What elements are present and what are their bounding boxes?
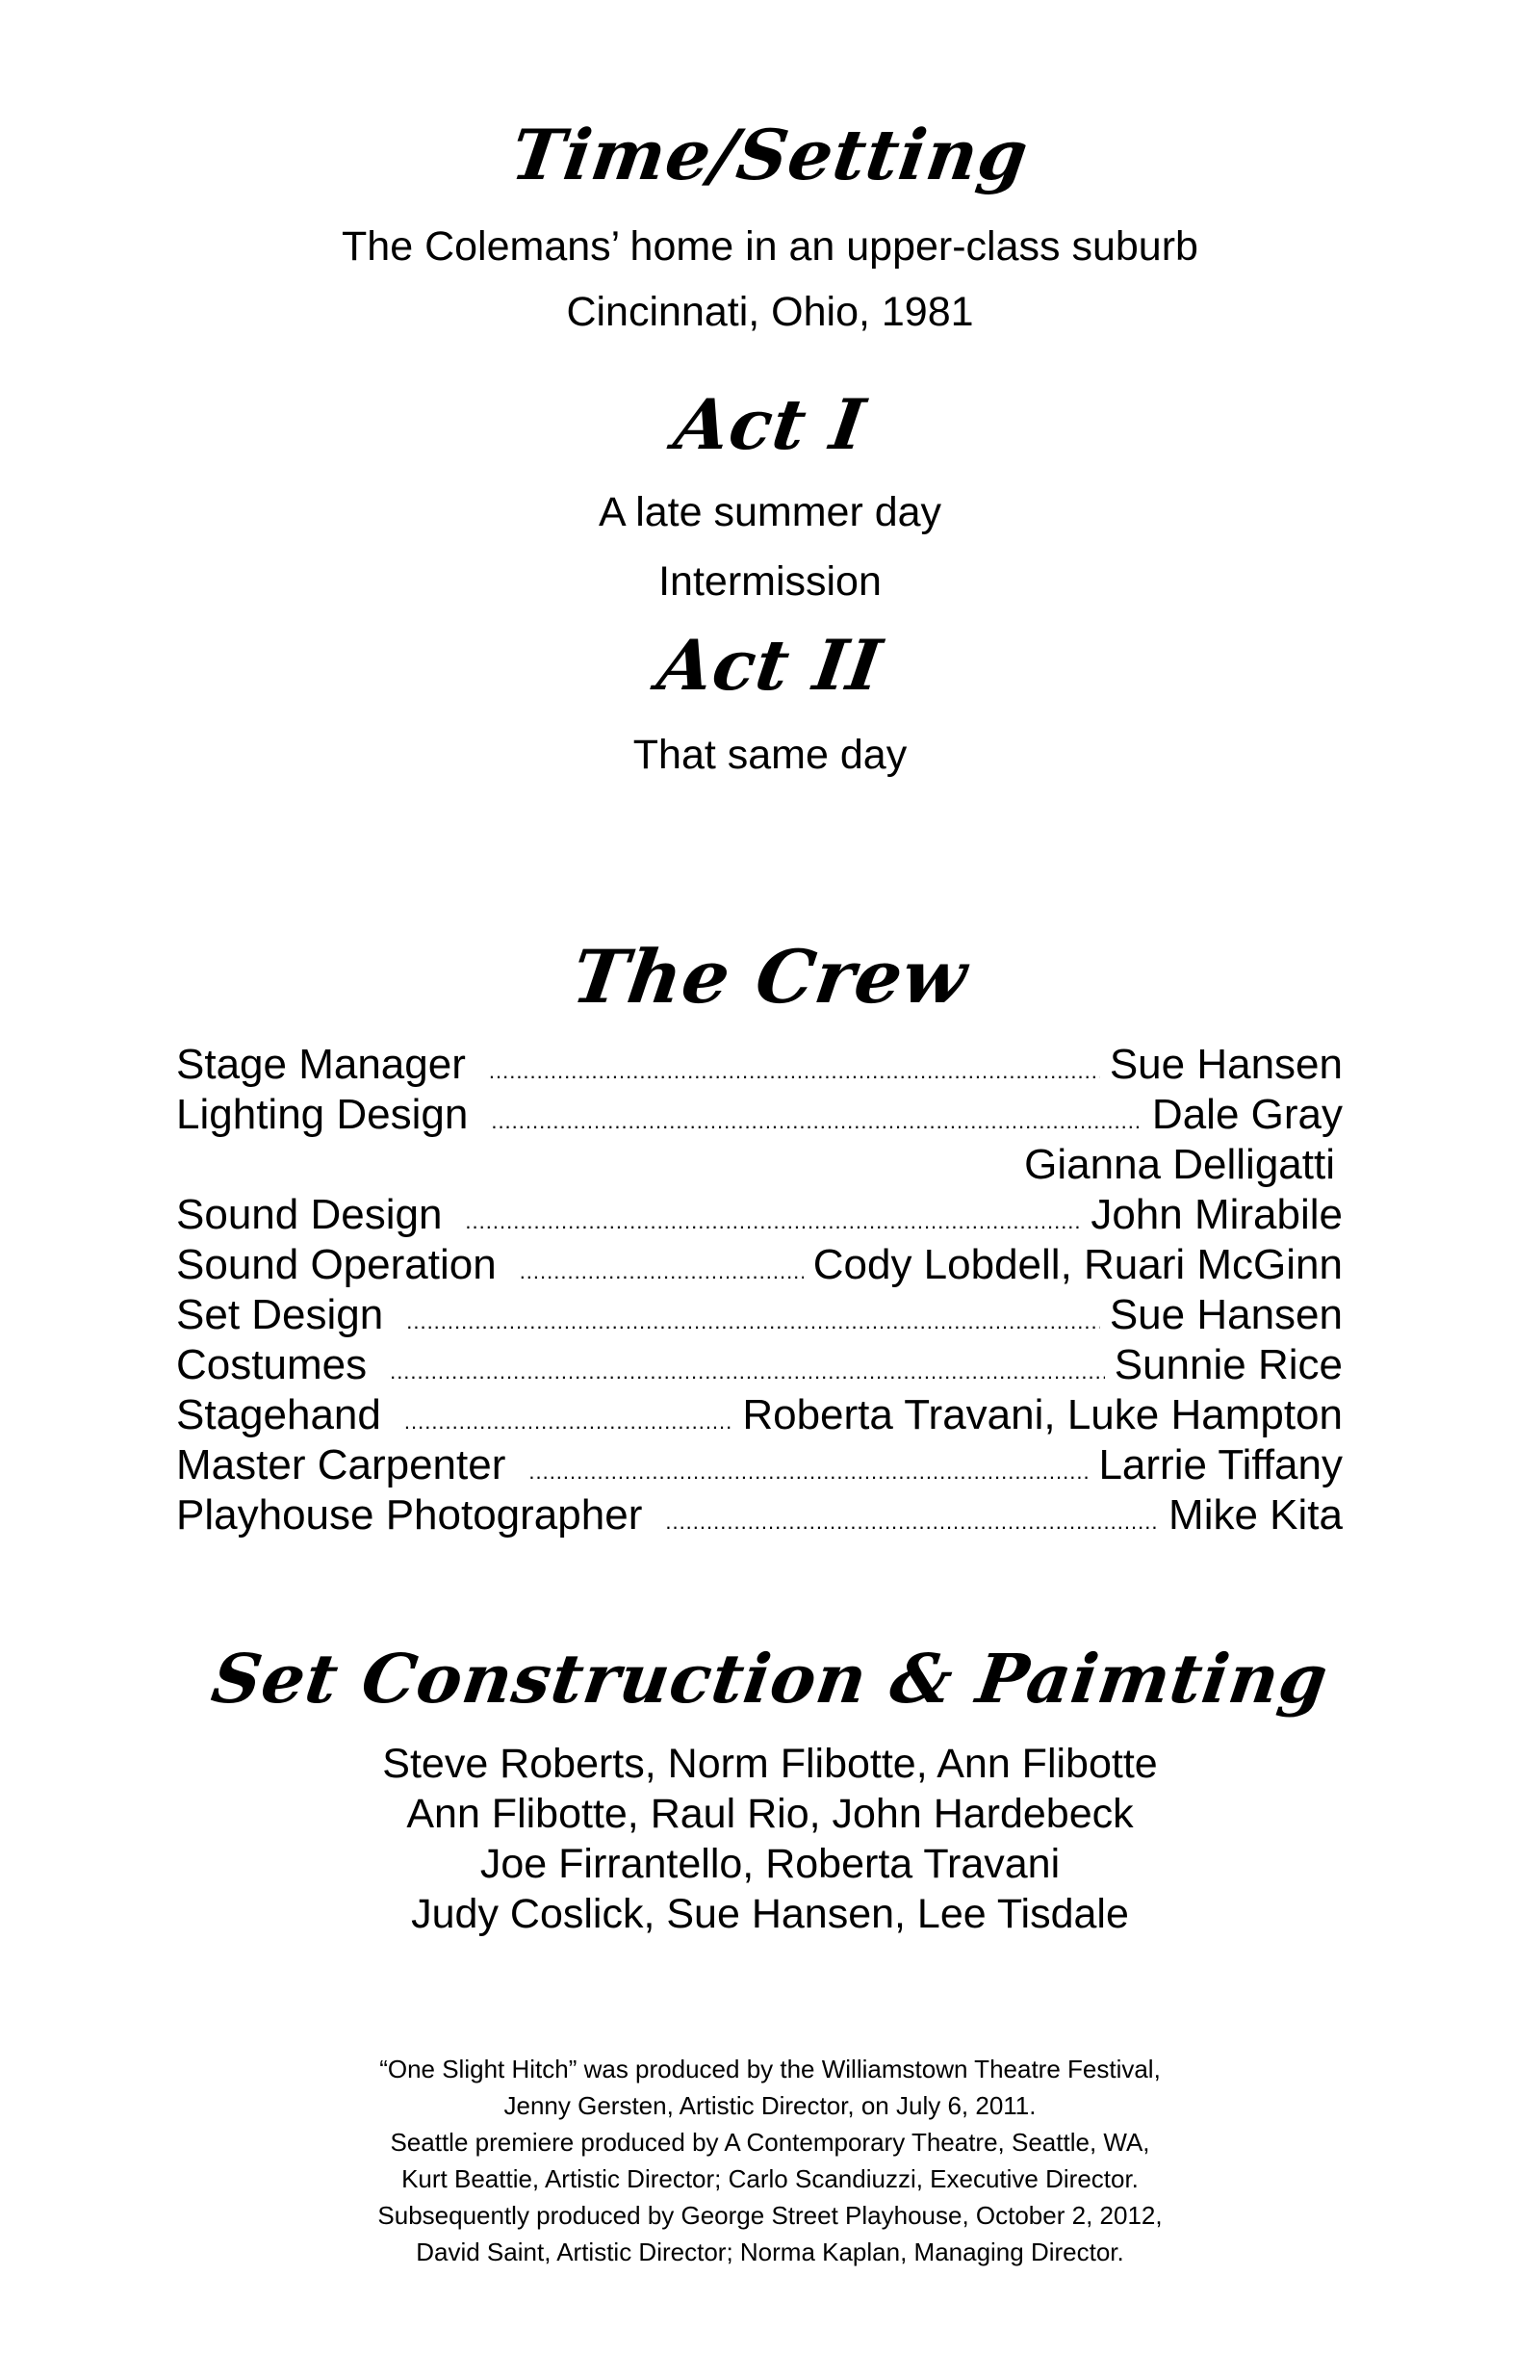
construction-heading: Set Construction & Paimting — [207, 1639, 1333, 1719]
crew-row-stage-manager — [176, 1040, 1343, 1090]
crew-role: Costumes — [176, 1341, 368, 1388]
dot-leader — [528, 1447, 1089, 1497]
credits-line-5: Subsequently produced by George Street Playhouse, October 2, 2012, — [377, 2201, 1163, 2230]
crew-row-costumes — [176, 1340, 1343, 1390]
crew-name: John Mirabile — [1091, 1191, 1343, 1238]
crew-row-lighting-design-continued — [176, 1140, 1343, 1190]
credits-line-2: Jenny Gersten, Artistic Director, on July 6, 2011. — [503, 2091, 1037, 2120]
dot-leader — [520, 1247, 804, 1297]
crew-row-set-design — [176, 1290, 1343, 1340]
crew-role: Master Carpenter — [176, 1441, 506, 1488]
construction-line-1: Steve Roberts, Norm Flibotte, Ann Flibotte — [382, 1741, 1158, 1787]
construction-line-4: Judy Coslick, Sue Hansen, Lee Tisdale — [411, 1891, 1129, 1937]
dot-leader — [465, 1197, 1081, 1247]
crew-name: Sunnie Rice — [1114, 1341, 1343, 1388]
dot-leader — [390, 1347, 1105, 1397]
crew-name: Larrie Tiffany — [1098, 1441, 1343, 1488]
time-setting-heading: Time/Setting — [506, 114, 1034, 195]
crew-role: Sound Operation — [176, 1241, 497, 1288]
crew-name: Gianna Delligatti — [1024, 1141, 1335, 1188]
credits-line-3: Seattle premiere produced by A Contemporary Theatre, Seattle, WA, — [390, 2128, 1150, 2157]
dot-leader — [489, 1047, 1100, 1097]
production-credits — [0, 2051, 1540, 2270]
crew-heading: The Crew — [567, 934, 973, 1020]
crew-role: Sound Design — [176, 1191, 443, 1238]
credits-line-6: David Saint, Artistic Director; Norma Kaplan, Managing Director. — [416, 2238, 1124, 2266]
crew-name: Sue Hansen — [1109, 1041, 1343, 1088]
crew-name: Dale Gray — [1151, 1091, 1343, 1138]
crew-name: Mike Kita — [1168, 1491, 1343, 1539]
crew-role: Playhouse Photographer — [176, 1491, 643, 1539]
crew-role: Stagehand — [176, 1391, 381, 1438]
crew-list — [176, 1040, 1343, 1540]
crew-role: Lighting Design — [176, 1091, 469, 1138]
crew-name: Sue Hansen — [1109, 1291, 1343, 1338]
crew-row-lighting-design — [176, 1090, 1343, 1140]
act1-heading: Act I — [669, 383, 871, 465]
intermission-label: Intermission — [658, 558, 882, 605]
act2-description: That same day — [632, 732, 908, 778]
crew-row-master-carpenter — [176, 1440, 1343, 1490]
crew-row-stagehand — [176, 1390, 1343, 1440]
crew-role: Set Design — [176, 1291, 384, 1338]
crew-row-sound-operation — [176, 1240, 1343, 1290]
crew-row-sound-design — [176, 1190, 1343, 1240]
setting-line-1: The Colemans’ home in an upper-class suburb — [342, 223, 1198, 270]
credits-line-4: Kurt Beattie, Artistic Director; Carlo Scandiuzzi, Executive Director. — [401, 2164, 1139, 2193]
dot-leader — [491, 1097, 1142, 1147]
construction-line-2: Ann Flibotte, Raul Rio, John Hardebeck — [406, 1791, 1134, 1837]
dot-leader — [665, 1497, 1159, 1547]
credits-line-1: “One Slight Hitch” was produced by the Williamstown Theatre Festival, — [379, 2055, 1161, 2083]
act2-heading: Act II — [653, 624, 887, 706]
crew-row-playhouse-photographer — [176, 1490, 1343, 1540]
crew-name: Roberta Travani, Luke Hampton — [742, 1391, 1343, 1438]
crew-role: Stage Manager — [176, 1041, 466, 1088]
setting-line-2: Cincinnati, Ohio, 1981 — [566, 289, 974, 335]
construction-line-3: Joe Firrantello, Roberta Travani — [479, 1841, 1061, 1887]
dot-leader — [404, 1397, 732, 1447]
dot-leader — [406, 1297, 1100, 1347]
act1-description: A late summer day — [598, 489, 942, 535]
crew-name: Cody Lobdell, Ruari McGinn — [812, 1241, 1343, 1288]
